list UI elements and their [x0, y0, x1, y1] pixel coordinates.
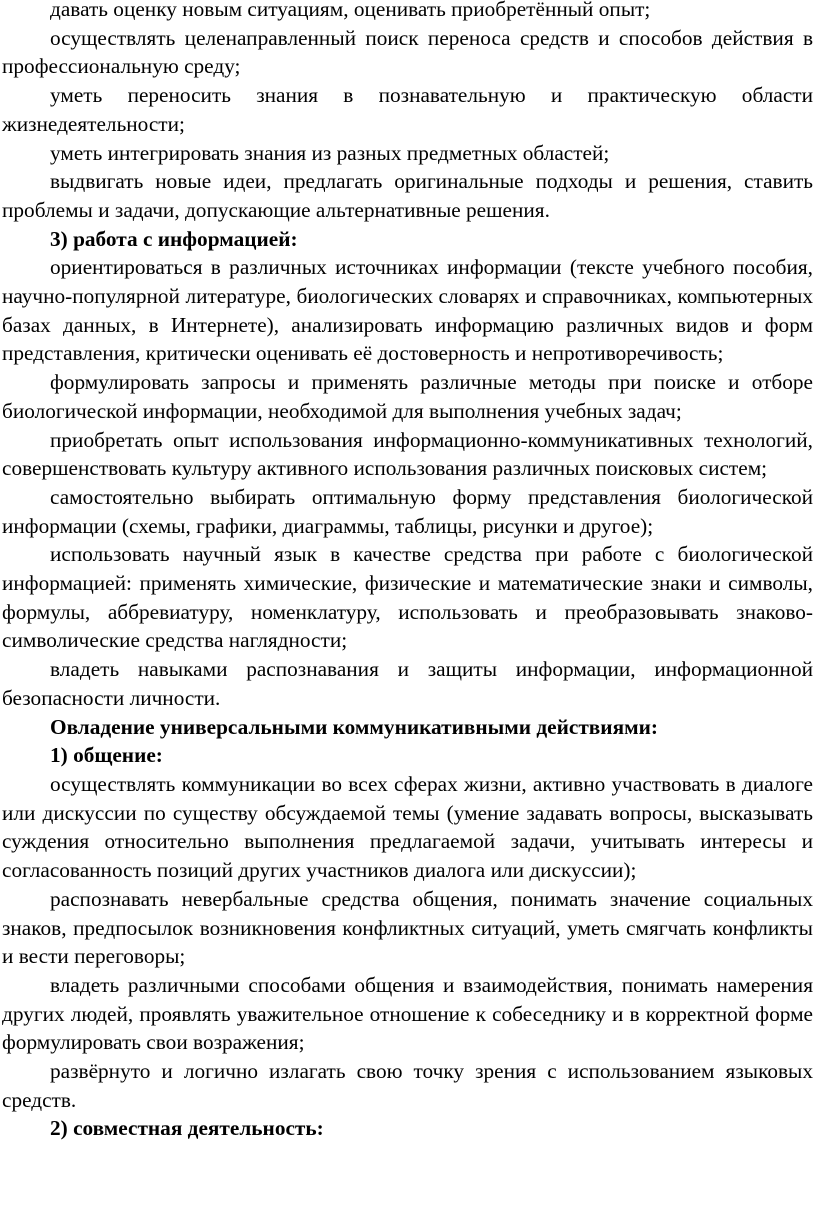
paragraph: развёрнуто и логично излагать свою точку зрения с использованием языковых средств. [2, 1059, 813, 1112]
paragraph: владеть различными способами общения и взаимодействия, понимать намерения других людей, проявлять уважительное отношение к собеседнику и в корректной форме формулировать свои возражения; [2, 972, 813, 1055]
subsection-heading: 2) совместная деятельность: [50, 1116, 324, 1141]
paragraph: формулировать запросы и применять различные методы при поиске и отборе биологической информации, необходимой для выполнения учебных задач; [2, 370, 813, 423]
paragraph: осуществлять целенаправленный поиск переноса средств и способов действия в профессиональную среду; [2, 25, 813, 79]
paragraph: приобретать опыт использования информационно-коммуникативных технологий, совершенствовать культуру активного использования различных поисковых систем; [2, 427, 813, 481]
paragraph: владеть навыками распознавания и защиты информации, информационной безопасности личности. [2, 657, 813, 710]
section-heading: 3) работа с информацией: [50, 226, 298, 251]
paragraph: уметь интегрировать знания из разных предметных областей; [50, 140, 610, 165]
paragraph: осуществлять коммуникации во всех сферах жизни, активно участвовать в диалоге или дискуссии по существу обсуждаемой темы (умение задавать вопросы, высказывать суждения относительно выполнения предлагаемой задачи, учитывать интересы и согласованность позиций других участников диалога или дискуссии); [2, 771, 813, 883]
paragraph: использовать научный язык в качестве средства при работе с биологической информацией: применять химические, физические и математические знаки и символы, формулы, аббревиатуру, номенклатуру, использовать и преобразовывать знаково-символические средства наглядности; [2, 542, 813, 653]
paragraph: давать оценку новым ситуациям, оценивать приобретённый опыт; [50, 0, 651, 21]
paragraph: распознавать невербальные средства общения, понимать значение социальных знаков, предпосылок возникновения конфликтных ситуаций, уметь смягчать конфликты и вести переговоры; [2, 886, 813, 969]
paragraph: самостоятельно выбирать оптимальную форму представления биологической информации (схемы, графики, диаграммы, таблицы, рисунки и другое); [2, 484, 813, 538]
section-heading: Овладение универсальными коммуникативными действиями: [50, 714, 658, 739]
paragraph: уметь переносить знания в познавательную и практическую области жизнедеятельности; [2, 83, 813, 136]
paragraph: ориентироваться в различных источниках информации (тексте учебного пособия, научно-популярной литературе, биологических словарях и справочниках, компьютерных базах данных, в Интернете), анализировать информацию различных видов и форм представления, критически оценивать её достоверность и непротиворечивость; [2, 255, 813, 366]
paragraph: выдвигать новые идеи, предлагать оригинальные подходы и решения, ставить проблемы и задачи, допускающие альтернативные решения. [2, 169, 813, 222]
subsection-heading: 1) общение: [50, 743, 163, 768]
